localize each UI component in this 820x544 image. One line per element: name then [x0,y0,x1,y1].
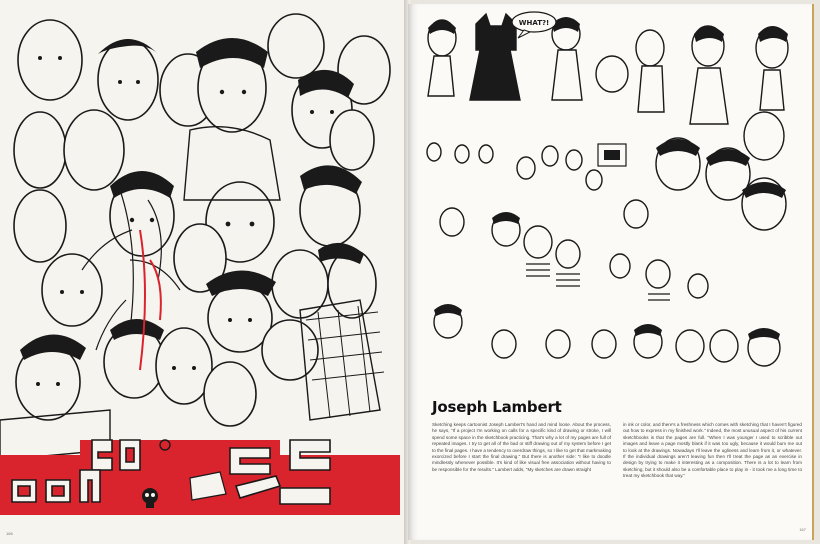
speech-bubble [512,12,556,38]
artist-name-heading: Joseph Lambert [432,398,562,416]
article-column-2: in ink or color, and there's a freshness which comes with sketching that I haven't figured out how to express in my finished work." Indeed, the most unusual aspect of his current sketchbooks is that the pages are full. "When I was younger I used to scribble out images and leave a page mostly blank if it was too ugly, because it would bum me out to look at the drawings. Nowadays I'll leave the ugliness and learn from it, or whatever. If the individual drawings aren't leaving fun then I'll treat the page as an exercise in design by trying to make it interesting as a composition. There is a lot to learn from sketching, but it should also be a comfortable place to play in - it took me a long time to treat my sketchbook that way." [623,422,802,479]
article-column-1: Sketching keeps cartoonist Joseph Lambert's hand and mind loose. About the process, he says, "If a project I'm working on calls for a specific kind of drawing or stroke, I will spend some space in the sketchbook practicing. That's why a lot of my pages are full of repeated images. I try to get all of the bad or stiff drawing out of my system before I get to the final pages. I have a tendency to overdraw things, so I like to get that markmaking exorcized before I start the final drawing." But there is another side: "I like to doodle mindlessly whenever possible. It's kind of like visual free association without having to be responsible for the results." Lambert adds, "My sketches are drawn straight [432,422,611,472]
sketchbook-characters [408,4,812,394]
artist-article [432,398,802,480]
red-graffiti-band [0,440,400,515]
right-page [408,4,814,540]
left-page [0,0,408,544]
crowd-illustration [0,0,408,544]
speech-bubble-text: WHAT?! [518,19,550,27]
right-page-number: 167 [799,527,806,532]
left-page-number: 166 [6,531,13,536]
